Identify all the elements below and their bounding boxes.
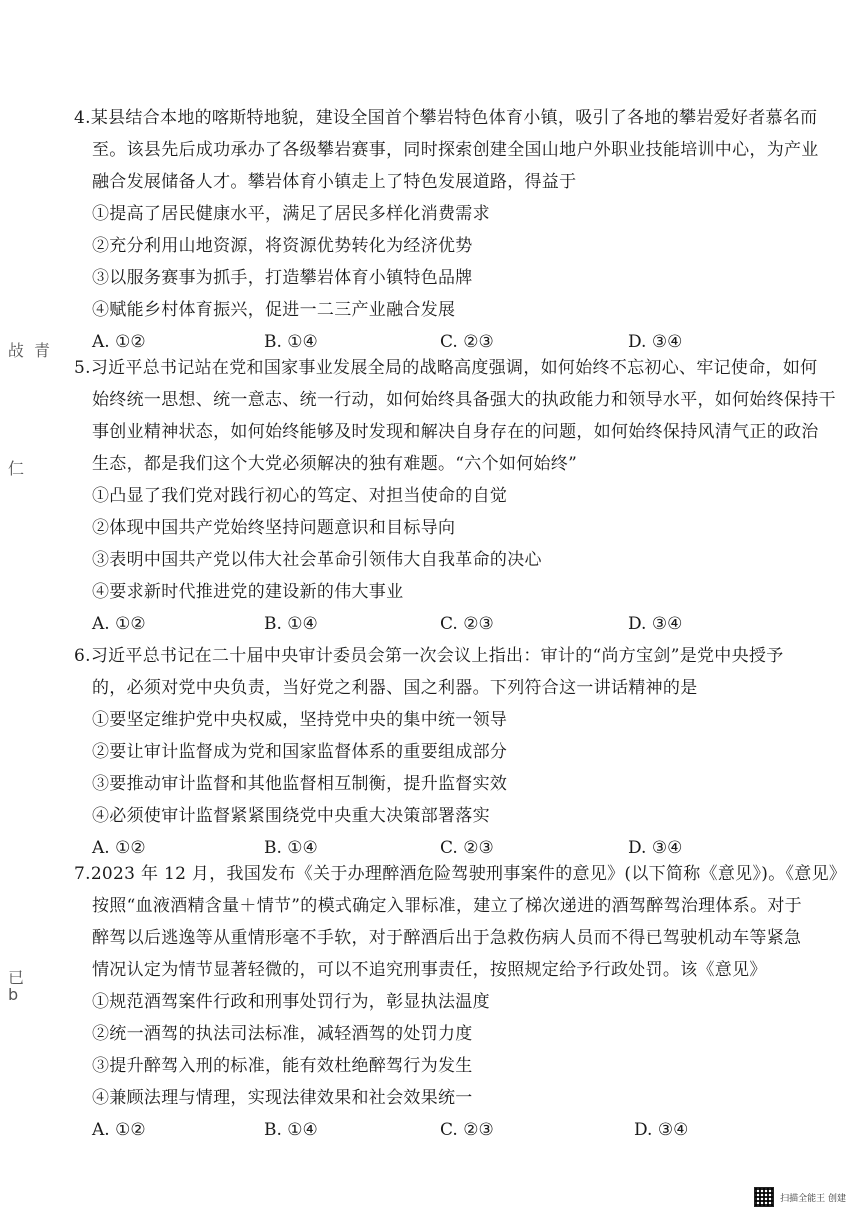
question-stem: 醉驾以后逃逸等从重情形毫不手软，对于醉酒后出于急救伤病人员而不得已驾驶机动车等紧急 xyxy=(92,928,802,948)
question-7 xyxy=(74,858,847,1146)
statement-option: ③以服务赛事为抓手，打造攀岩体育小镇特色品牌 xyxy=(92,268,473,288)
choice-c[interactable]: C. ②③ xyxy=(440,332,494,352)
answer-choices xyxy=(74,1114,814,1146)
choice-b[interactable]: B. ①④ xyxy=(264,614,318,634)
question-stem: 6.习近平总书记在二十届中央审计委员会第一次会议上指出：审计的“尚方宝剑”是党中央授予 xyxy=(74,646,784,666)
choice-a[interactable]: A. ①② xyxy=(92,614,146,634)
choice-a[interactable]: A. ①② xyxy=(92,1120,146,1140)
statement-option: ④要求新时代推进党的建设新的伟大事业 xyxy=(92,582,404,602)
choice-b[interactable]: B. ①④ xyxy=(264,838,318,858)
statement-option: ③提升醉驾入刑的标准，能有效杜绝醉驾行为发生 xyxy=(92,1056,473,1076)
margin-mark: 仁 xyxy=(8,459,25,478)
choice-b[interactable]: B. ①④ xyxy=(264,332,318,352)
question-stem: 生态，都是我们这个大党必须解决的独有难题。“六个如何始终” xyxy=(92,454,578,474)
question-stem: 按照“血液酒精含量＋情节”的模式确定入罪标准，建立了梯次递进的酒驾醉驾治理体系。对于 xyxy=(92,896,802,916)
statement-option: ②体现中国共产党始终坚持问题意识和目标导向 xyxy=(92,518,456,538)
question-stem: 7.2023 年 12 月，我国发布《关于办理醉酒危险驾驶刑事案件的意见》(以下简称《意见》)。《意见》 xyxy=(74,864,847,884)
margin-mark: 敁 xyxy=(8,341,25,360)
answer-choices xyxy=(74,608,814,640)
statement-option: ④必须使审计监督紧紧围绕党中央重大决策部署落实 xyxy=(92,806,490,826)
statement-option: ④赋能乡村体育振兴，促进一二三产业融合发展 xyxy=(92,300,456,320)
watermark-text: 扫描全能王 创建 xyxy=(780,1193,846,1204)
question-6 xyxy=(74,640,814,864)
question-5 xyxy=(74,352,836,640)
statement-option: ④兼顾法理与情理，实现法律效果和社会效果统一 xyxy=(92,1088,473,1108)
statement-option: ②要让审计监督成为党和国家监督体系的重要组成部分 xyxy=(92,742,508,762)
question-stem: 至。该县先后成功承办了各级攀岩赛事，同时探索创建全国山地户外职业技能培训中心，为产业 xyxy=(92,140,819,160)
statement-option: ①凸显了我们党对践行初心的笃定、对担当使命的自觉 xyxy=(92,486,508,506)
statement-option: ③表明中国共产党以伟大社会革命引领伟大自我革命的决心 xyxy=(92,550,542,570)
statement-option: ③要推动审计监督和其他监督相互制衡，提升监督实效 xyxy=(92,774,508,794)
scanner-watermark xyxy=(754,1187,846,1207)
choice-b[interactable]: B. ①④ xyxy=(264,1120,318,1140)
choice-a[interactable]: A. ①② xyxy=(92,332,146,352)
statement-option: ②充分利用山地资源，将资源优势转化为经济优势 xyxy=(92,236,473,256)
statement-option: ①要坚定维护党中央权威，坚持党中央的集中统一领导 xyxy=(92,710,508,730)
question-stem: 4.某县结合本地的喀斯特地貌，建设全国首个攀岩特色体育小镇，吸引了各地的攀岩爱好者慕名而 xyxy=(74,108,818,128)
choice-d[interactable]: D. ③④ xyxy=(628,838,683,858)
choice-d[interactable]: D. ③④ xyxy=(628,332,683,352)
choice-a[interactable]: A. ①② xyxy=(92,838,146,858)
statement-option: ②统一酒驾的执法司法标准，减轻酒驾的处罚力度 xyxy=(92,1024,473,1044)
question-stem: 的，必须对党中央负责，当好党之利器、国之利器。下列符合这一讲话精神的是 xyxy=(92,678,698,698)
question-stem: 始终统一思想、统一意志、统一行动，如何始终具备强大的执政能力和领导水平，如何始终保持干 xyxy=(92,390,836,410)
choice-d[interactable]: D. ③④ xyxy=(628,614,683,634)
statement-option: ①规范酒驾案件行政和刑事处罚行为，彰显执法温度 xyxy=(92,992,490,1012)
margin-mark: b xyxy=(8,985,19,1004)
choice-c[interactable]: C. ②③ xyxy=(440,1120,494,1140)
question-stem: 情况认定为情节显著轻微的，可以不追究刑事责任，按照规定给予行政处罚。该《意见》 xyxy=(92,960,767,980)
question-stem: 融合发展储备人才。攀岩体育小镇走上了特色发展道路，得益于 xyxy=(92,172,577,192)
choice-d[interactable]: D. ③④ xyxy=(634,1120,689,1140)
qr-code-icon xyxy=(754,1187,774,1207)
question-stem: 事创业精神状态，如何始终能够及时发现和解决自身存在的问题，如何始终保持风清气正的政治 xyxy=(92,422,819,442)
choice-c[interactable]: C. ②③ xyxy=(440,614,494,634)
margin-mark: 已 xyxy=(8,968,25,987)
statement-option: ①提高了居民健康水平，满足了居民多样化消费需求 xyxy=(92,204,490,224)
question-stem: 5.习近平总书记站在党和国家事业发展全局的战略高度强调，如何始终不忘初心、牢记使命，如何 xyxy=(74,358,818,378)
choice-c[interactable]: C. ②③ xyxy=(440,838,494,858)
question-4 xyxy=(74,102,819,358)
margin-mark: 青 xyxy=(34,341,51,360)
